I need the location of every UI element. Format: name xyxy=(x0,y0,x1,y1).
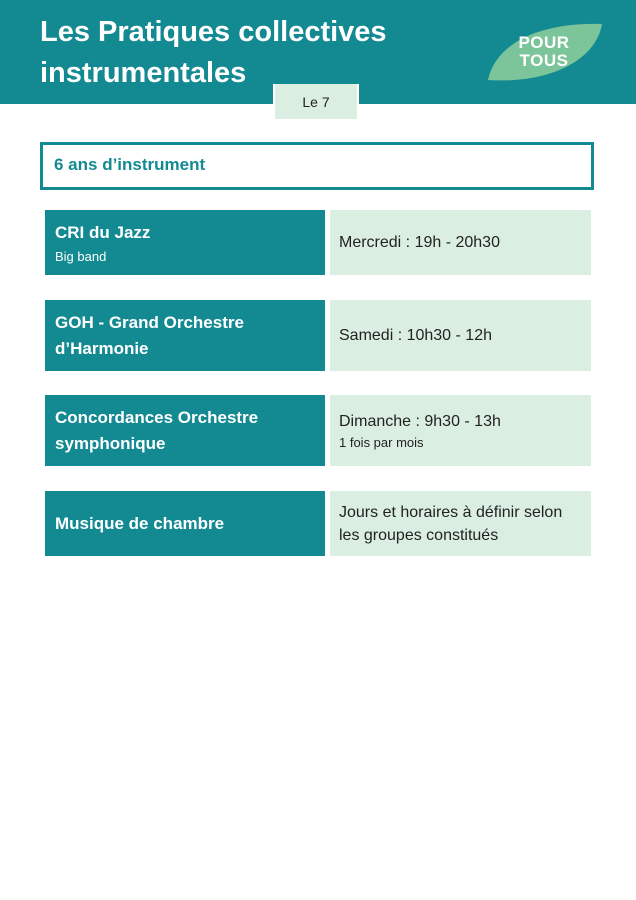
pour-tous-logo xyxy=(484,20,606,86)
schedule-row xyxy=(45,491,591,556)
schedule-text: Samedi : 10h30 - 12h xyxy=(339,327,492,344)
schedule-text: Mercredi : 19h - 20h30 xyxy=(339,234,500,251)
ensemble-name: CRI du Jazz xyxy=(55,222,151,242)
ensemble-cell xyxy=(45,395,325,466)
ensemble-name: GOH - Grand Orchestre d’Harmonie xyxy=(55,312,244,358)
schedule-row xyxy=(45,395,591,466)
ensemble-subtitle: Big band xyxy=(55,248,107,264)
schedule-row xyxy=(45,300,591,371)
schedule-cell xyxy=(330,491,591,556)
schedule-note: 1 fois par mois xyxy=(339,434,424,450)
page-tag: Le 7 xyxy=(273,84,359,121)
section-title: 6 ans d’instrument xyxy=(54,155,206,174)
schedule-cell xyxy=(330,395,591,466)
section-box xyxy=(40,142,594,190)
schedule-row xyxy=(45,210,591,275)
ensemble-name: Musique de chambre xyxy=(55,513,225,533)
page-title: Les Pratiques collectives instrumentales xyxy=(40,16,387,89)
ensemble-name: Concordances Orchestre symphonique xyxy=(55,407,259,453)
schedule-text: Jours et horaires à définir selon les groupes constitués xyxy=(339,503,563,544)
schedule-text: Dimanche : 9h30 - 13h xyxy=(339,412,501,430)
schedule-cell xyxy=(330,300,591,371)
schedule-cell xyxy=(330,210,591,275)
ensemble-cell xyxy=(45,210,325,275)
logo-text: POUR TOUS xyxy=(518,33,570,70)
ensemble-cell xyxy=(45,300,325,371)
header-banner xyxy=(0,0,636,110)
ensemble-cell xyxy=(45,491,325,556)
